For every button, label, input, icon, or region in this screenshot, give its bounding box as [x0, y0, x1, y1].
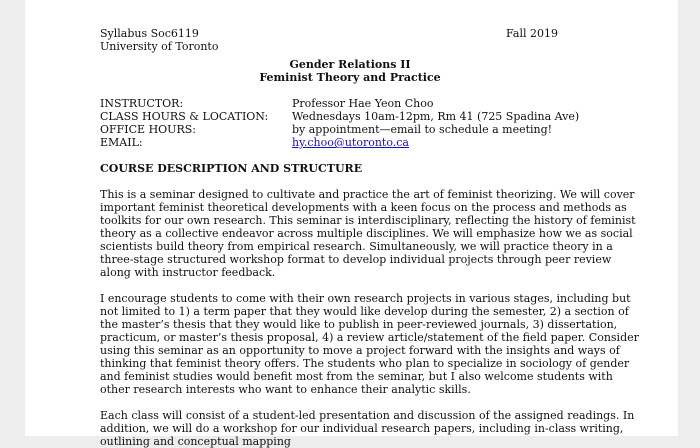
email-link[interactable]: hy.choo@utoronto.ca	[292, 136, 409, 149]
paragraph-line: scientists build theory from empirical research. Simultaneously, we will practice theory in a	[100, 240, 613, 253]
syllabus-document	[100, 27, 639, 448]
paragraph-line: theory as a collective endeavor across multiple disciplines. We will emphasize how we as social	[100, 227, 633, 240]
paragraph-line: thinking that feminist theory offers. The students who plan to specialize in sociology of gender	[100, 357, 630, 370]
course-code: Syllabus Soc6119	[100, 27, 199, 40]
paragraph-line: the master’s thesis that they would like to publish in peer-reviewed journals, 3) dissertation,	[100, 318, 618, 331]
info-row-email	[100, 136, 600, 149]
paragraph-student-projects	[100, 292, 639, 396]
email-label: EMAIL:	[100, 136, 143, 149]
info-row-instructor	[100, 97, 600, 110]
instructor-label: INSTRUCTOR:	[100, 97, 184, 110]
paragraph-line: and feminist studies would benefit most from the seminar, but I also welcome students with	[100, 370, 613, 383]
header-row	[100, 27, 600, 40]
section-heading: COURSE DESCRIPTION AND STRUCTURE	[100, 162, 363, 175]
class-hours-label: CLASS HOURS & LOCATION:	[100, 110, 269, 123]
course-title-line2: Feminist Theory and Practice	[259, 71, 441, 84]
paragraph-line: I encourage students to come with their own research projects in various stages, including but	[100, 292, 631, 305]
paragraph-line: using this seminar as an opportunity to move a project forward with the insights and ways of	[100, 344, 620, 357]
paragraph-line: other research interests who want to enhance their analytic skills.	[100, 383, 471, 396]
paragraph-line: along with instructor feedback.	[100, 266, 276, 279]
info-row-office-hours	[100, 123, 600, 136]
instructor-value: Professor Hae Yeon Choo	[292, 97, 434, 110]
paragraph-line: Each class will consist of a student-led presentation and discussion of the assigned readings. In	[100, 409, 635, 422]
course-info	[100, 97, 600, 149]
paragraph-line: toolkits for our own research. This seminar is interdisciplinary, reflecting the history of feminist	[100, 214, 636, 227]
university: University of Toronto	[100, 40, 219, 53]
paragraph-course-description	[100, 188, 636, 279]
paragraph-line: practicum, or master’s thesis proposal, 4) a review article/statement of the field paper. Consider	[100, 331, 639, 344]
info-row-class-hours	[100, 110, 600, 123]
paragraph-line: This is a seminar designed to cultivate and practice the art of feminist theorizing. We will cover	[100, 188, 635, 201]
course-title	[100, 58, 600, 84]
paragraph-line: not limited to 1) a term paper that they would like develop during the semester, 2) a section of	[100, 305, 629, 318]
paragraph-line: important feminist theoretical developments with a keen focus on the process and methods as	[100, 201, 627, 214]
paragraph-line: three-stage structured workshop format to develop individual projects through peer review	[100, 253, 612, 266]
office-hours-label: OFFICE HOURS:	[100, 123, 196, 136]
office-hours-value: by appointment—email to schedule a meeting!	[292, 123, 553, 136]
paragraph-class-structure	[100, 409, 635, 448]
term: Fall 2019	[506, 27, 558, 40]
paragraph-line: outlining and conceptual mapping	[100, 435, 291, 448]
class-hours-value: Wednesdays 10am-12pm, Rm 41 (725 Spadina Ave)	[292, 110, 580, 123]
course-title-line1: Gender Relations II	[289, 58, 411, 71]
document-page	[25, 0, 678, 448]
paragraph-line: addition, we will do a workshop for our individual research papers, including in-class writing,	[100, 422, 624, 435]
